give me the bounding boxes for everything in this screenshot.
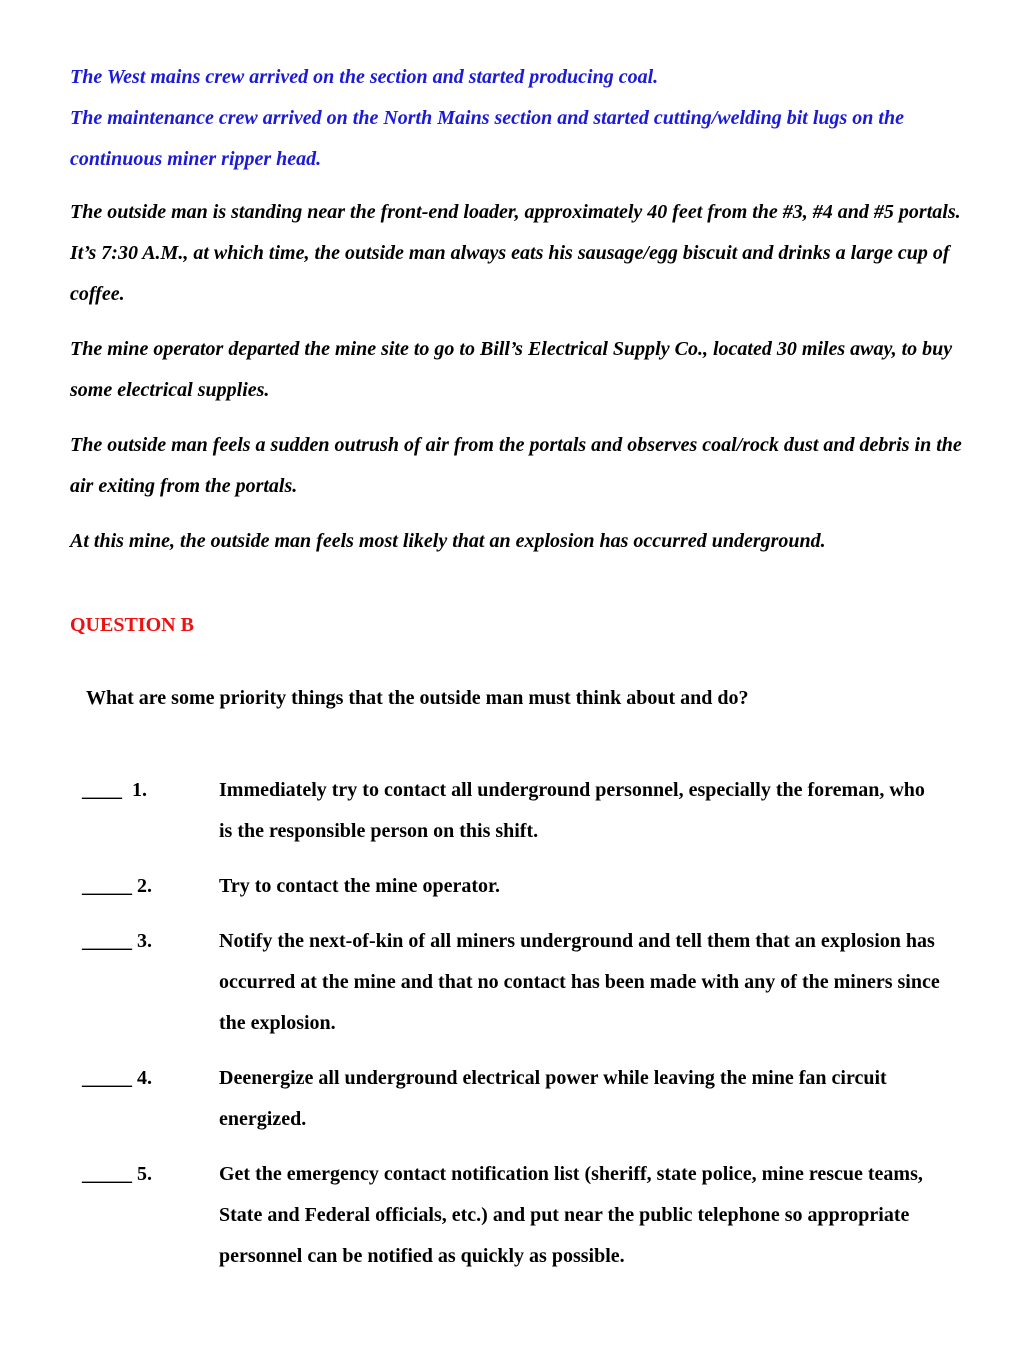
answer-option (82, 921, 942, 1044)
answer-option-text: Try to contact the mine operator. (219, 875, 501, 897)
intro-paragraph: The outside man feels a sudden outrush of air from the portals and observes coal/rock dust and debris in the air exiting from the portals. (70, 434, 962, 497)
answer-blank-marker: _____ 5. (82, 1163, 152, 1185)
answer-option-text: Deenergize all underground electrical power while leaving the mine fan circuit energized. (219, 1067, 887, 1130)
answer-option (82, 1058, 942, 1140)
question-heading: QUESTION B (70, 614, 194, 636)
answer-blank-marker: ____ 1. (82, 779, 147, 801)
intro-blue-block (70, 57, 970, 180)
intro-blue-paragraph: The maintenance crew arrived on the North Mains section and started cutting/welding bit lugs on the continuous miner ripper head. (70, 107, 904, 170)
answer-blank-marker: _____ 3. (82, 930, 152, 952)
answer-options-list (82, 770, 942, 1291)
question-text: What are some priority things that the outside man must think about and do? (86, 687, 749, 709)
answer-option (82, 770, 942, 852)
answer-option (82, 1154, 942, 1277)
answer-option-text: Immediately try to contact all underground personnel, especially the foreman, who is the responsible person on this shift. (219, 779, 925, 842)
answer-option-text: Get the emergency contact notification list (sheriff, state police, mine rescue teams, State and Federal officials, etc.) and put near the public telephone so appropriate personnel can be notified as quickly as possible. (219, 1163, 923, 1267)
intro-black-block (70, 192, 970, 576)
intro-paragraph: The mine operator departed the mine site to go to Bill’s Electrical Supply Co., located 30 miles away, to buy some electrical supplies. (70, 338, 953, 401)
answer-option-text: Notify the next-of-kin of all miners underground and tell them that an explosion has occurred at the mine and that no contact has been made with any of the miners since the explosion. (219, 930, 940, 1034)
intro-blue-paragraph: The West mains crew arrived on the section and started producing coal. (70, 66, 659, 88)
answer-blank-marker: _____ 2. (82, 875, 152, 897)
answer-blank-marker: _____ 4. (82, 1067, 152, 1089)
answer-option (82, 866, 942, 907)
intro-paragraph: The outside man is standing near the front-end loader, approximately 40 feet from the #3, #4 and #5 portals. It’s 7:30 A.M., at which time, the outside man always eats his sausage/egg biscuit and drinks a large cup of coffee. (70, 201, 961, 305)
intro-paragraph: At this mine, the outside man feels most likely that an explosion has occurred underground. (70, 530, 826, 552)
